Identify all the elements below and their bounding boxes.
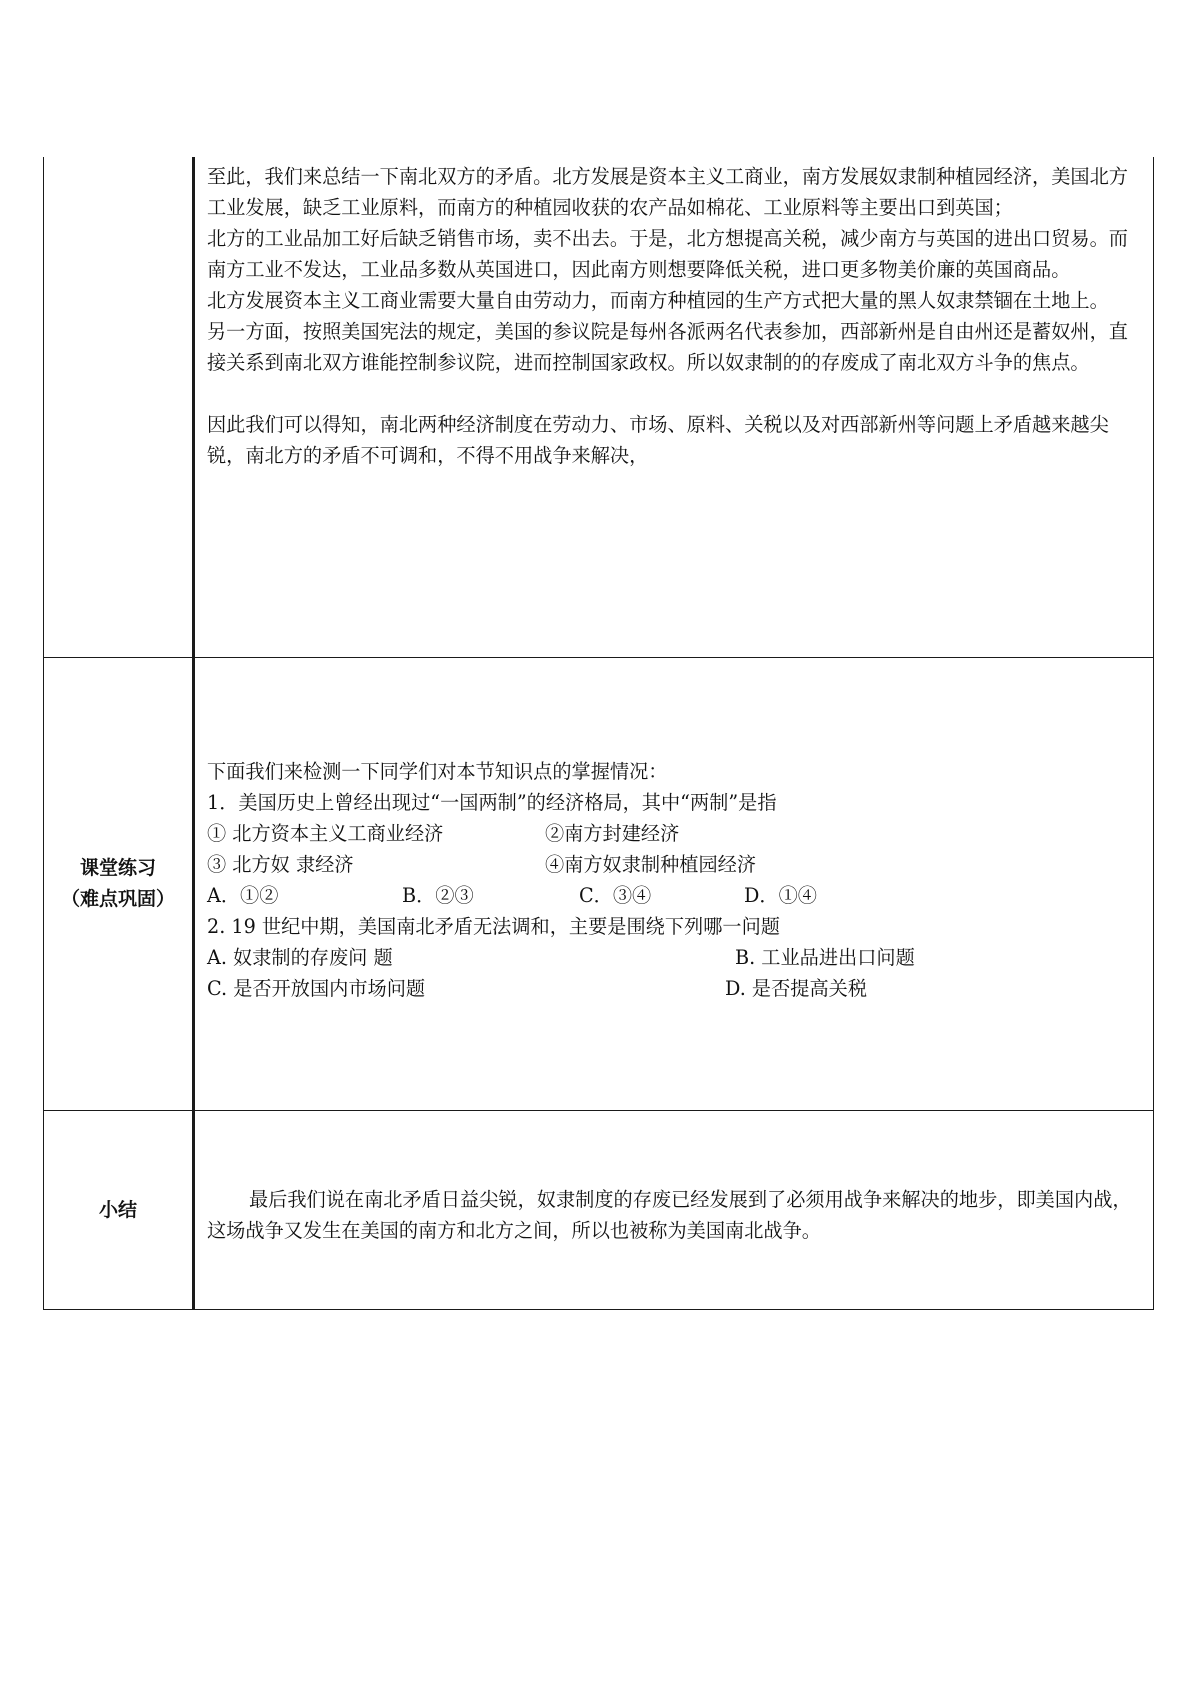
question-1-option-3: ③ 北方奴 隶经济: [207, 853, 354, 876]
lesson-table: [43, 157, 1154, 1310]
question-1-options-row-2: [207, 849, 1143, 880]
question-1-options-row-1: [207, 818, 1143, 849]
paragraph-contradiction-summary: 至此，我们来总结一下南北双方的矛盾。北方发展是资本主义工商业，南方发展奴隶制种植园经济，美国北方工业发展，缺乏工业原料，而南方的种植园收获的农产品如棉花、工业原料等主要出口到英国；: [207, 165, 1128, 219]
question-2-choice-a: A. 奴隶制的存废问 题: [207, 946, 393, 969]
practice-content: [195, 658, 1153, 1004]
summary-cell: [194, 1111, 1154, 1310]
practice-label: 课堂练习: [79, 857, 156, 879]
table-row-summary: [44, 1111, 1154, 1310]
summary-text: 最后我们说在南北矛盾日益尖锐，奴隶制度的存废已经发展到了必须用战争来解决的地步，即美国内战，这场战争又发生在美国的南方和北方之间，所以也被称为美国南北战争。: [207, 1188, 1132, 1242]
question-1-option-4: ④南方奴隶制种植园经济: [545, 853, 757, 876]
paragraph-labor: 北方发展资本主义工商业需要大量自由劳动力，而南方种植园的生产方式把大量的黑人奴隶禁锢在土地上。: [207, 289, 1109, 312]
question-1-choice-d: D．①④: [744, 884, 817, 907]
practice-intro: 下面我们来检测一下同学们对本节知识点的掌握情况：: [207, 760, 668, 783]
question-1-choice-c: C．③④: [579, 884, 652, 907]
question-1-stem: 1．美国历史上曾经出现过“一国两制”的经济格局，其中“两制”是指: [207, 791, 777, 814]
question-2-stem: 2. 19 世纪中期，美国南北矛盾无法调和，主要是围绕下列哪一问题: [207, 915, 780, 938]
paragraph-tariff: 北方的工业品加工好后缺乏销售市场，卖不出去。于是，北方想提高关税，减少南方与英国的进出口贸易。而南方工业不发达，工业品多数从英国进口，因此南方则想要降低关税，进口更多物美价廉的英国商品。: [207, 227, 1128, 281]
practice-sublabel: （难点巩固）: [60, 888, 175, 910]
table-row-summary-discussion: [44, 157, 1154, 658]
question-1-choices: [207, 880, 1143, 911]
question-2-choices-row-2: [207, 973, 1143, 1004]
discussion-cell: [194, 157, 1154, 658]
paragraph-senate: 另一方面，按照美国宪法的规定，美国的参议院是每州各派两名代表参加，西部新州是自由州还是蓄奴州，直接关系到南北双方谁能控制参议院，进而控制国家政权。所以奴隶制的的存废成了南北双方斗争的焦点。: [207, 320, 1128, 374]
discussion-content: [195, 157, 1153, 471]
paragraph-conclusion: 因此我们可以得知，南北两种经济制度在劳动力、市场、原料、关税以及对西部新州等问题上矛盾越来越尖锐，南北方的矛盾不可调和，不得不用战争来解决，: [207, 413, 1109, 467]
table-row-practice: [44, 658, 1154, 1111]
question-1-option-1: ① 北方资本主义工商业经济: [207, 822, 444, 845]
question-2-choice-d: D. 是否提高关税: [725, 977, 868, 1000]
question-2-choice-b: B. 工业品进出口问题: [735, 946, 915, 969]
row-label-practice: [44, 658, 194, 1111]
row-label-summary: 小结: [44, 1111, 194, 1310]
question-1-choice-a: A．①②: [207, 884, 279, 907]
practice-cell: [194, 658, 1154, 1111]
question-2-choice-c: C. 是否开放国内市场问题: [207, 977, 426, 1000]
question-1-option-2: ②南方封建经济: [545, 822, 680, 845]
summary-content: [195, 1111, 1153, 1246]
question-2-choices-row-1: [207, 942, 1143, 973]
question-1-choice-b: B．②③: [402, 884, 474, 907]
row-label-empty: [44, 157, 194, 658]
